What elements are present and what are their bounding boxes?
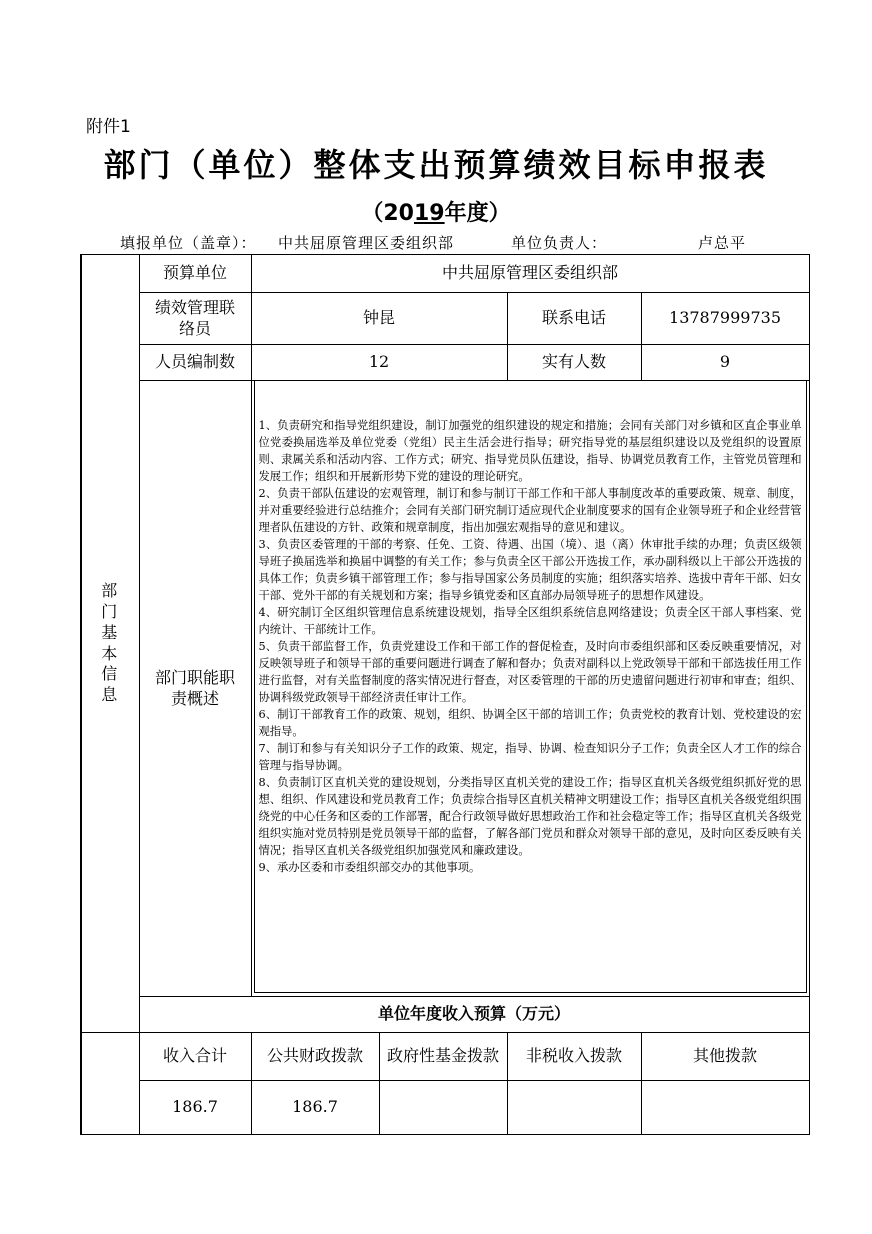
duty-item-4: 4、研究制订全区组织管理信息系统建设规划，指导全区组织系统信息网络建设；负责全区干部人事档案、党内统计、干部统计工作。: [258, 606, 802, 636]
phone-value: 13787999735: [641, 293, 809, 345]
income-value-total: 186.7: [139, 1081, 251, 1135]
perf-contact-label-text: 绩效管理联络员: [155, 297, 236, 338]
duty-item-9: 9、承办区委和市委组织部交办的其他事项。: [258, 861, 481, 874]
actual-staff-label: 实有人数: [507, 345, 641, 381]
budget-form-table: [80, 254, 810, 1135]
form-title: 部门（单位）整体支出预算绩效目标申报表: [103, 146, 769, 184]
duty-item-8: 8、负责制订区直机关党的建设规划，分类指导区直机关党的建设工作；指导区直机关各级党组织抓好党的思想、组织、作风建设和党员教育工作；负责综合指导区直机关精神文明建设工作；指导区直机关各级党组织围绕党的中心任务和区委的工作部署，配合行政领导做好思想政治工作和社会稳定等工作；指导区直机关各级党组织实施对党员特别是党员领导干部的监督，了解各部门党员和群众对领导干部的意见，及时向区委反映有关情况；指导区直机关各级党组织加强党风和廉政建设。: [258, 776, 802, 857]
duty-item-2: 2、负责干部队伍建设的宏观管理，制订和参与制订干部工作和干部人事制度改革的重要政策、规章、制度，并对重要经验进行总结推介；会同有关部门研究制订适应现代企业制度要求的国有企业领导班子和企业经营管理者队伍建设的方针、政策和规章制度，指出加强宏观指导的意见和建议。: [258, 487, 802, 534]
actual-staff-value: 9: [641, 345, 809, 381]
budget-unit-label: 预算单位: [139, 255, 251, 293]
duties-text: [254, 381, 807, 993]
perf-contact-label: [139, 293, 251, 345]
income-value-gov-fund: [379, 1081, 507, 1135]
year-prefix: （20: [361, 201, 414, 226]
income-budget-title: 单位年度收入预算（万元）: [139, 997, 809, 1033]
section-blank-cell: [81, 1033, 139, 1135]
income-header-other: 其他拨款: [641, 1033, 809, 1081]
duties-label-cell: [139, 381, 251, 997]
income-header-public-finance: 公共财政拨款: [251, 1033, 379, 1081]
duty-item-7: 7、制订和参与有关知识分子工作的政策、规定，指导、协调、检查知识分子工作；负责全区人才工作的综合管理与指导协调。: [258, 742, 802, 772]
income-header-total: 收入合计: [139, 1033, 251, 1081]
duty-item-5: 5、负责干部监督工作，负责党建设工作和干部工作的督促检查，及时向市委组织部和区委反映重要情况，对反映领导班子和领导干部的重要问题进行调查了解和督办；负责对副科以上党政领导干部和干部选拔任用工作进行监督，对有关监督制度的落实情况进行督查，对区委管理的干部的历史遗留问题进行初审和审查；组织、协调科级党政领导干部经济责任审计工作。: [258, 640, 802, 704]
duty-item-1: 1、负责研究和指导党组织建设，制订加强党的组织建设的规定和措施；会同有关部门对乡镇和区直企事业单位党委换届选举及单位党委（党组）民主生活会进行指导；研究指导党的基层组织建设以及党组织的设置原则、隶属关系和活动内容、工作方式；研究、指导党员队伍建设，指导、协调党员教育工作，主管党员管理和发展工作；组织和开展新形势下党的建设的理论研究。: [258, 419, 802, 483]
budget-unit-value: 中共屈原管理区委组织部: [251, 255, 809, 293]
duty-item-3: 3、负责区委管理的干部的考察、任免、工资、待遇、出国（境）、退（离）休审批手续的办理；负责区级领导班子换届选举和换届中调整的有关工作；参与负责全区干部公开选拔工作，承办副科级以上干部公开选拔的具体工作；负责乡镇干部管理工作；参与指导国家公务员制度的实施；组织落实培养、选拔中青年干部、妇女干部、党外干部的有关规划和方案；指导乡镇党委和区直部办局领导班子的思想作风建设。: [258, 538, 802, 602]
section-label-cell: [81, 255, 139, 1033]
year-digits: 19: [413, 201, 445, 226]
income-value-public-finance: 186.7: [251, 1081, 379, 1135]
duties-cell: [251, 381, 809, 997]
attachment-label: 附件1: [86, 117, 131, 137]
year-suffix: 年度）: [444, 201, 511, 226]
staff-quota-label: 人员编制数: [139, 345, 251, 381]
fiscal-year: [0, 196, 872, 227]
staff-quota-value: 12: [251, 345, 507, 381]
unit-label: 填报单位（盖章）：: [120, 234, 257, 252]
income-value-non-tax: [507, 1081, 641, 1135]
section-label: 部门基本信息: [101, 581, 120, 705]
income-header-gov-fund: 政府性基金拨款: [379, 1033, 507, 1081]
income-value-other: [641, 1081, 809, 1135]
phone-label: 联系电话: [507, 293, 641, 345]
head-value: 卢总平: [698, 234, 747, 252]
duties-label: 部门职能职责概述: [155, 667, 236, 708]
duty-item-6: 6、制订干部教育工作的政策、规划，组织、协调全区干部的培训工作；负责党校的教育计划、党校建设的宏观指导。: [258, 708, 802, 738]
perf-contact-value: 钟昆: [251, 293, 507, 345]
unit-value: 中共屈原管理区委组织部: [278, 234, 455, 252]
head-label: 单位负责人：: [511, 234, 608, 252]
income-header-non-tax: 非税收入拨款: [507, 1033, 641, 1081]
